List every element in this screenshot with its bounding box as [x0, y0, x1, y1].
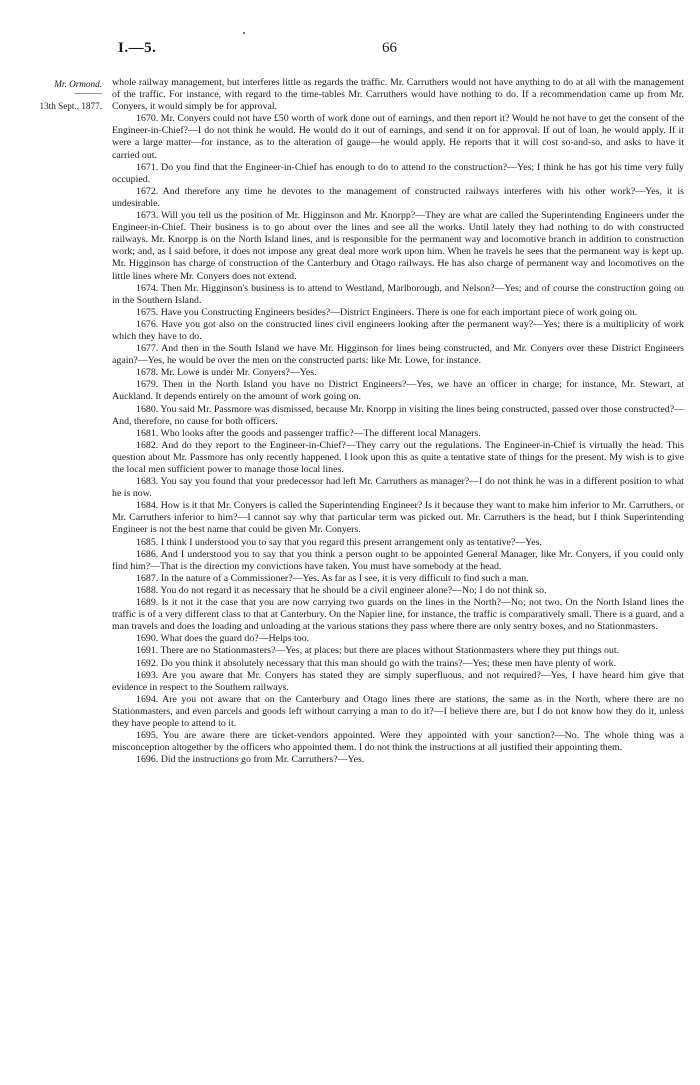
question-paragraph: 1684. How is it that Mr. Conyers is called the Superintending Engineer? Is it because they want to make him inferior to Mr. Carruthers, or Mr. Carruthers inferior to him?—I cannot say why that particular term was picked out. Mr. Carruthers is the head, but I think Superintending Engineer is not the best name that could be given Mr. Conyers.	[112, 500, 684, 536]
question-paragraph: 1682. And do they report to the Engineer-in-Chief?—They carry out the regulations. The Engineer-in-Chief is virtually the head. This question about Mr. Passmore has only recently happened. I look upon this as quite a tentative state of things for the present. My wish is to give the local men sufficient power to manage those local lines.	[112, 439, 684, 475]
question-paragraph: 1693. Are you aware that Mr. Conyers has stated they are simply superfluous, and not required?—Yes, I have heard him give that evidence in respect to the Southern railways.	[112, 669, 684, 693]
question-paragraph: 1680. You said Mr. Passmore was dismissed, because Mr. Knorpp in visiting the lines being constructed, passed over those constructed?—And, therefore, no cause for both officers.	[112, 403, 684, 427]
question-paragraph: 1678. Mr. Lowe is under Mr. Conyers?—Yes.	[136, 367, 317, 379]
question-paragraph: 1685. I think I understood you to say that you regard this present arrangement only as tentative?—Yes.	[136, 536, 542, 548]
question-paragraph: 1681. Who looks after the goods and passenger traffic?—The different local Managers.	[136, 427, 481, 439]
question-paragraph: 1689. Is it not it the case that you are now carrying two guards on the lines in the North?—No; not two. On the North Island lines the traffic is of a very different class to that at Canterbury. On the Napier line, for instance, the traffic is comparatively small. There is a guard, and a man travels and does the loading and unloading at the various stations they pass where there are only sentry boxes, and no Stationmasters.	[112, 597, 684, 633]
margin-speaker: Mr. Ormond.	[54, 79, 102, 89]
page-header	[0, 40, 700, 66]
margin-note	[18, 78, 102, 112]
question-paragraph: 1696. Did the instructions go from Mr. Carruthers?—Yes.	[136, 754, 365, 766]
question-paragraph: 1694. Are you not aware that on the Canterbury and Otago lines there are stations, the same as in the North, where there are no Stationmasters, and even parcels and goods left without carrying a man to do it?—I believe there are, but I do not know how they do it, unless they have people to attend to it.	[112, 693, 684, 729]
question-paragraph: 1674. Then Mr. Higginson's business is to attend to Westland, Marlborough, and Nelson?—Yes; and of course the construction going on in the Southern Island.	[112, 282, 684, 306]
section-reference: I.—5.	[118, 40, 157, 56]
question-paragraph: 1679. Then in the North Island you have no District Engineers?—Yes, we have an officer in charge; for instance, Mr. Stewart, at Auckland. It depends entirely on the amount of work going on.	[112, 379, 684, 403]
margin-date: 13th Sept., 1877.	[39, 101, 102, 112]
question-paragraph: 1670. Mr. Conyers could not have £50 worth of work done out of earnings, and then report it? Would he not have to get the consent of the Engineer-in-Chief?—I do not think he would. He would do it out of earnings, and send it on for approval. If out of loan, he would apply. If it were a large matter—for instance, as to the alteration of gauge—he would apply. He reports that it will cost so-and-so, and asks to have it carried out.	[112, 113, 684, 161]
question-paragraph: 1671. Do you find that the Engineer-in-Chief has enough to do to attend to the construction?—Yes; I think he has got his time very fully occupied.	[112, 161, 684, 185]
question-paragraph: 1673. Will you tell us the position of Mr. Higginson and Mr. Knorpp?—They are what are called the Superintending Engineers under the Engineer-in-Chief. Their business is to go about over the lines and see all the works. Until lately they had nothing to do with constructed railways. Mr. Knorpp is on the North Island lines, and is responsible for the permanent way and locomotive branch in addition to construction work; and, as I said before, it does not impose any great deal more work upon him. When he travels he sees that the permanent way is kept up. Mr. Higginson has charge of construction of the Canterbury and Otago railways. He has also charge of permanent way and locomotives on the little lines where Mr. Conyers does not extend.	[112, 210, 684, 282]
paragraph: whole railway management, but interferes little as regards the traffic. Mr. Carruthers would not have anything to do at all with the management of the traffic. For instance, with regard to the time-tables Mr. Carruthers would have nothing to do. If a recommendation came up from Mr. Conyers, it would simply be for approval.	[112, 77, 684, 113]
question-paragraph: 1676. Have you got also on the constructed lines civil engineers looking after the permanent way?—Yes; there is a multiplicity of work which they have to do.	[112, 318, 684, 342]
question-paragraph: 1692. Do you think it absolutely necessary that this man should go with the trains?—Yes; these men have plenty of work.	[136, 657, 617, 669]
question-paragraph: 1686. And I understood you to say that you think a person ought to be appointed General Manager, like Mr. Conyers, if you could only find him?—That is the direction my convictions have taken. You must have somebody at the head.	[112, 548, 684, 572]
question-paragraph: 1675. Have you Constructing Engineers besides?—District Engineers. There is one for each important piece of work going on.	[136, 306, 638, 318]
margin-rule: ———	[74, 88, 102, 99]
question-paragraph: 1688. You do not regard it as necessary that he should be a civil engineer alone?—No; I do not think so.	[136, 584, 547, 596]
question-paragraph: 1677. And then in the South Island we have Mr. Higginson for lines being constructed, and Mr. Conyers over these District Engineers again?—Yes, he would be over the men on the constructed parts: like Mr. Lowe, for instance.	[112, 343, 684, 367]
question-paragraph: 1683. You say you found that your predecessor had left Mr. Carruthers as manager?—I do not think he was in a different position to what he is now.	[112, 476, 684, 500]
question-paragraph: 1695. You are aware there are ticket-vendors appointed. Were they appointed with your sanction?—No. The whole thing was a misconception altogether by the officers who appointed them. I do not think the instructions at all justified their appointing them.	[112, 730, 684, 754]
question-paragraph: 1687. In the nature of a Commissioner?—Yes. As far as I see, it is very difficult to find such a man.	[136, 572, 529, 584]
question-paragraph: 1690. What does the guard do?—Helps too.	[136, 633, 310, 645]
evidence-body	[112, 77, 684, 766]
page-number: 66	[382, 40, 397, 56]
question-paragraph: 1691. There are no Stationmasters?—Yes, at places; but there are places without Stationmasters where they put things out.	[136, 645, 620, 657]
question-paragraph: 1672. And therefore any time he devotes to the management of constructed railways interferes with his other work?—Yes, it is undesirable.	[112, 185, 684, 209]
page-speck	[243, 32, 245, 34]
